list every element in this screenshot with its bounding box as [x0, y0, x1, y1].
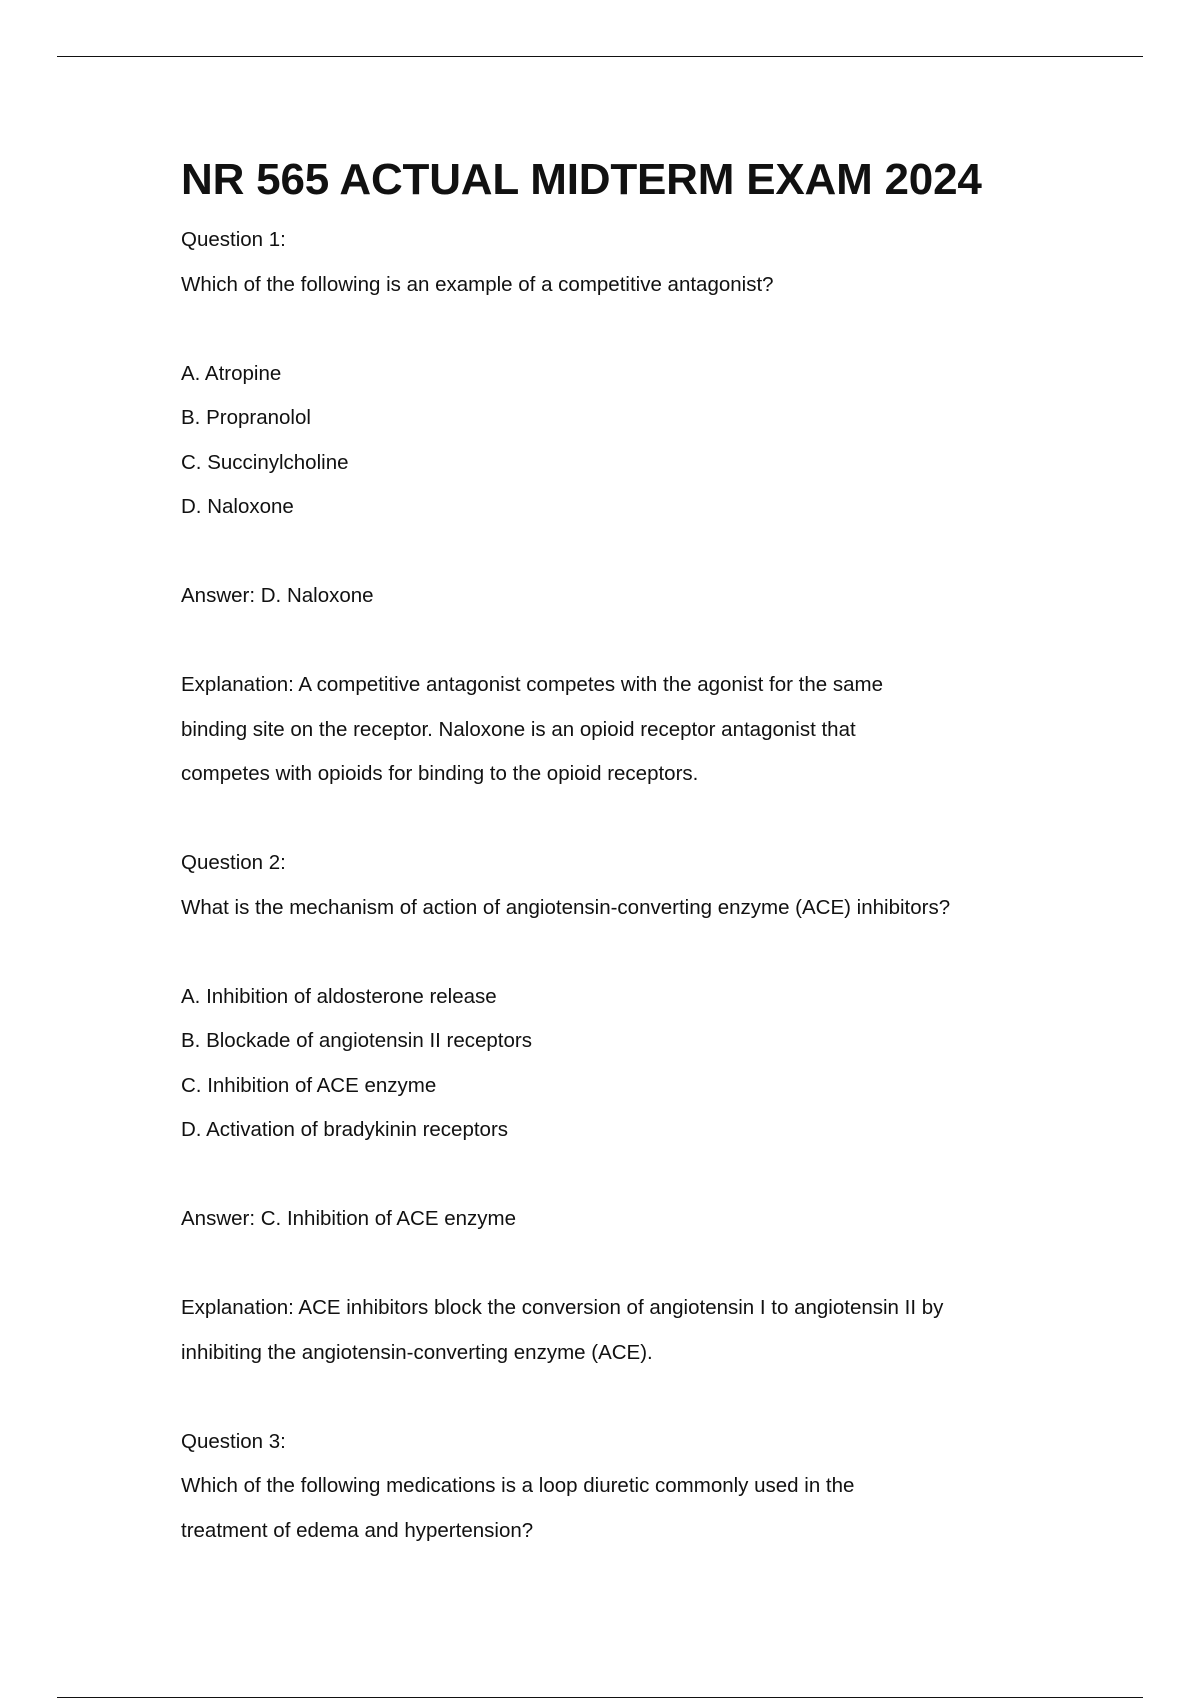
top-rule: [57, 56, 1143, 57]
explanation-line: inhibiting the angiotensin-converting enzyme (ACE).: [181, 1340, 653, 1364]
question-label: Question 2:: [181, 851, 286, 874]
question-text: Which of the following medications is a loop diuretic commonly used in the: [181, 1474, 855, 1497]
question-text: treatment of edema and hypertension?: [181, 1518, 534, 1542]
answer-option: D. Naloxone: [181, 495, 294, 518]
question-block: [181, 218, 1061, 797]
answer-option: C. Inhibition of ACE enzyme: [181, 1073, 437, 1097]
question-block: [181, 1420, 1061, 1554]
answer-option: A. Inhibition of aldosterone release: [181, 984, 497, 1008]
correct-answer: Answer: D. Naloxone: [181, 584, 374, 607]
answer-option: C. Succinylcholine: [181, 450, 349, 474]
document-title: NR 565 ACTUAL MIDTERM EXAM 2024: [181, 155, 982, 204]
question-label: Question 1:: [181, 228, 286, 251]
answer-option: A. Atropine: [181, 361, 282, 385]
question-block: [181, 841, 1061, 1375]
explanation-line: Explanation: ACE inhibitors block the conversion of angiotensin I to angiotensin II by: [181, 1296, 944, 1319]
explanation-line: competes with opioids for binding to the opioid receptors.: [181, 762, 699, 785]
answer-option: D. Activation of bradykinin receptors: [181, 1118, 509, 1141]
correct-answer: Answer: C. Inhibition of ACE enzyme: [181, 1207, 516, 1230]
bottom-rule: [57, 1697, 1143, 1698]
answer-option: B. Blockade of angiotensin II receptors: [181, 1029, 532, 1052]
page-content: [181, 150, 1061, 1553]
explanation-line: Explanation: A competitive antagonist competes with the agonist for the same: [181, 673, 883, 696]
question-text: What is the mechanism of action of angiotensin-converting enzyme (ACE) inhibitors?: [181, 895, 951, 919]
explanation-line: binding site on the receptor. Naloxone is an opioid receptor antagonist that: [181, 717, 856, 741]
question-label: Question 3:: [181, 1429, 286, 1453]
answer-option: B. Propranolol: [181, 406, 311, 429]
question-text: Which of the following is an example of a competitive antagonist?: [181, 272, 774, 296]
